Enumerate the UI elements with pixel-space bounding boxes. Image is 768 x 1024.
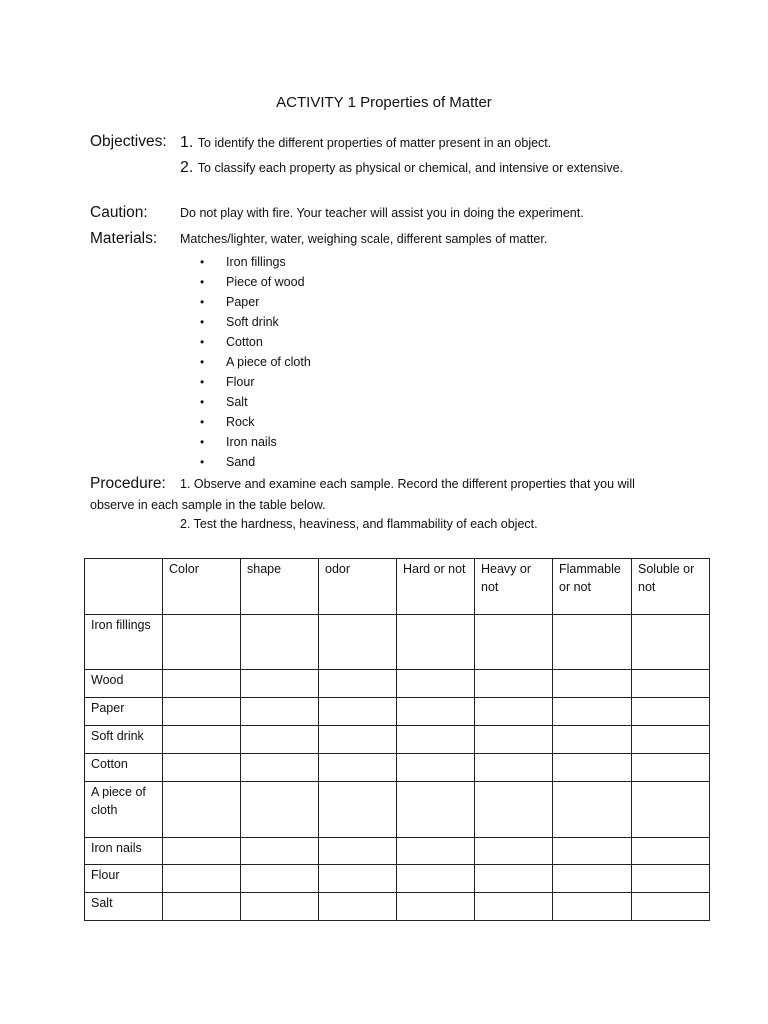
table-cell [163, 726, 241, 754]
list-item: • Soft drink [200, 315, 279, 329]
table-cell [163, 670, 241, 698]
table-header-row [85, 559, 710, 615]
table-cell [632, 754, 710, 782]
table-cell [553, 865, 632, 893]
table-row [85, 615, 710, 670]
table-cell [475, 865, 553, 893]
caution-text: Do not play with fire. Your teacher will assist you in doing the experiment. [180, 206, 584, 220]
column-header [85, 559, 163, 615]
objective-number: 1. [180, 134, 194, 151]
table-cell [241, 782, 319, 838]
bullet-icon: • [200, 415, 205, 429]
procedure-label: Procedure: [90, 475, 166, 492]
table-cell [241, 615, 319, 670]
table-cell [475, 726, 553, 754]
table-cell [241, 754, 319, 782]
table-cell [319, 838, 397, 865]
column-header: Heavy or not [475, 559, 553, 615]
objective-text: To classify each property as physical or chemical, and intensive or extensive. [197, 161, 623, 175]
table-cell [553, 670, 632, 698]
materials-list [200, 253, 311, 473]
row-label: A piece of cloth [85, 782, 163, 838]
table-cell [475, 615, 553, 670]
procedure-step-2: 2. Test the hardness, heaviness, and flammability of each object. [180, 517, 538, 531]
row-label: Iron nails [85, 838, 163, 865]
row-label: Flour [85, 865, 163, 893]
bullet-icon: • [200, 275, 205, 289]
objective-number: 2. [180, 159, 194, 176]
page-title: ACTIVITY 1 Properties of Matter [276, 94, 492, 111]
table-cell [632, 893, 710, 921]
materials-text: Matches/lighter, water, weighing scale, different samples of matter. [180, 232, 548, 246]
table-cell [319, 782, 397, 838]
objectives-label: Objectives: [90, 133, 167, 150]
table-cell [475, 754, 553, 782]
procedure-step-1: 1. Observe and examine each sample. Record the different properties that you will [180, 477, 635, 491]
table-cell [397, 838, 475, 865]
table-cell [553, 726, 632, 754]
table-cell [319, 754, 397, 782]
table-row [85, 893, 710, 921]
list-item: • Flour [200, 375, 255, 389]
table-cell [163, 754, 241, 782]
caution-label: Caution: [90, 204, 148, 221]
table-cell [632, 865, 710, 893]
objective-item-2 [180, 159, 623, 177]
table-row [85, 726, 710, 754]
table-cell [632, 615, 710, 670]
table-cell [632, 726, 710, 754]
bullet-icon: • [200, 335, 205, 349]
table-cell [397, 782, 475, 838]
row-label: Paper [85, 698, 163, 726]
table-cell [241, 893, 319, 921]
column-header: shape [241, 559, 319, 615]
table-cell [553, 838, 632, 865]
list-item: • Sand [200, 455, 256, 469]
table-row [85, 754, 710, 782]
table-cell [632, 838, 710, 865]
list-item: • A piece of cloth [200, 355, 311, 369]
table-cell [475, 670, 553, 698]
procedure-step-1-continued: observe in each sample in the table below. [90, 498, 326, 512]
objective-item-1 [180, 134, 551, 152]
observation-table [84, 558, 710, 921]
table-cell [475, 782, 553, 838]
table-cell [163, 893, 241, 921]
materials-label: Materials: [90, 230, 158, 247]
table-cell [241, 670, 319, 698]
table-cell [397, 670, 475, 698]
table-cell [553, 698, 632, 726]
table-cell [319, 865, 397, 893]
table-cell [163, 615, 241, 670]
table-cell [475, 838, 553, 865]
table-cell [397, 893, 475, 921]
bullet-icon: • [200, 315, 205, 329]
table-cell [163, 782, 241, 838]
table-cell [241, 698, 319, 726]
table-cell [553, 615, 632, 670]
list-item: • Piece of wood [200, 275, 305, 289]
row-label: Soft drink [85, 726, 163, 754]
table-cell [632, 670, 710, 698]
table-cell [163, 865, 241, 893]
bullet-icon: • [200, 395, 205, 409]
row-label: Iron fillings [85, 615, 163, 670]
table-cell [553, 893, 632, 921]
table-cell [475, 893, 553, 921]
table-row [85, 670, 710, 698]
list-item: • Iron nails [200, 435, 277, 449]
objective-text: To identify the different properties of matter present in an object. [197, 136, 552, 150]
table-cell [553, 782, 632, 838]
table-cell [397, 698, 475, 726]
bullet-icon: • [200, 295, 205, 309]
list-item: • Paper [200, 295, 260, 309]
bullet-icon: • [200, 375, 205, 389]
column-header: odor [319, 559, 397, 615]
column-header: Color [163, 559, 241, 615]
table-cell [163, 698, 241, 726]
table-cell [241, 838, 319, 865]
table-cell [397, 865, 475, 893]
table-cell [319, 698, 397, 726]
row-label: Wood [85, 670, 163, 698]
list-item: • Cotton [200, 335, 263, 349]
table-row [85, 698, 710, 726]
table-cell [163, 838, 241, 865]
list-item: • Iron fillings [200, 255, 286, 269]
table-cell [632, 698, 710, 726]
table-cell [397, 726, 475, 754]
table-cell [319, 726, 397, 754]
table-cell [397, 754, 475, 782]
table-row [85, 782, 710, 838]
column-header: Hard or not [397, 559, 475, 615]
table-cell [241, 865, 319, 893]
bullet-icon: • [200, 355, 205, 369]
bullet-icon: • [200, 255, 205, 269]
table-cell [632, 782, 710, 838]
list-item: • Rock [200, 415, 255, 429]
bullet-icon: • [200, 435, 205, 449]
row-label: Salt [85, 893, 163, 921]
table-cell [553, 754, 632, 782]
table-cell [319, 670, 397, 698]
table-row [85, 865, 710, 893]
table-row [85, 838, 710, 865]
list-item: • Salt [200, 395, 248, 409]
row-label: Cotton [85, 754, 163, 782]
column-header: Flammable or not [553, 559, 632, 615]
table-cell [241, 726, 319, 754]
table-cell [397, 615, 475, 670]
bullet-icon: • [200, 455, 205, 469]
table-cell [475, 698, 553, 726]
table-cell [319, 893, 397, 921]
column-header: Soluble or not [632, 559, 710, 615]
table-cell [319, 615, 397, 670]
